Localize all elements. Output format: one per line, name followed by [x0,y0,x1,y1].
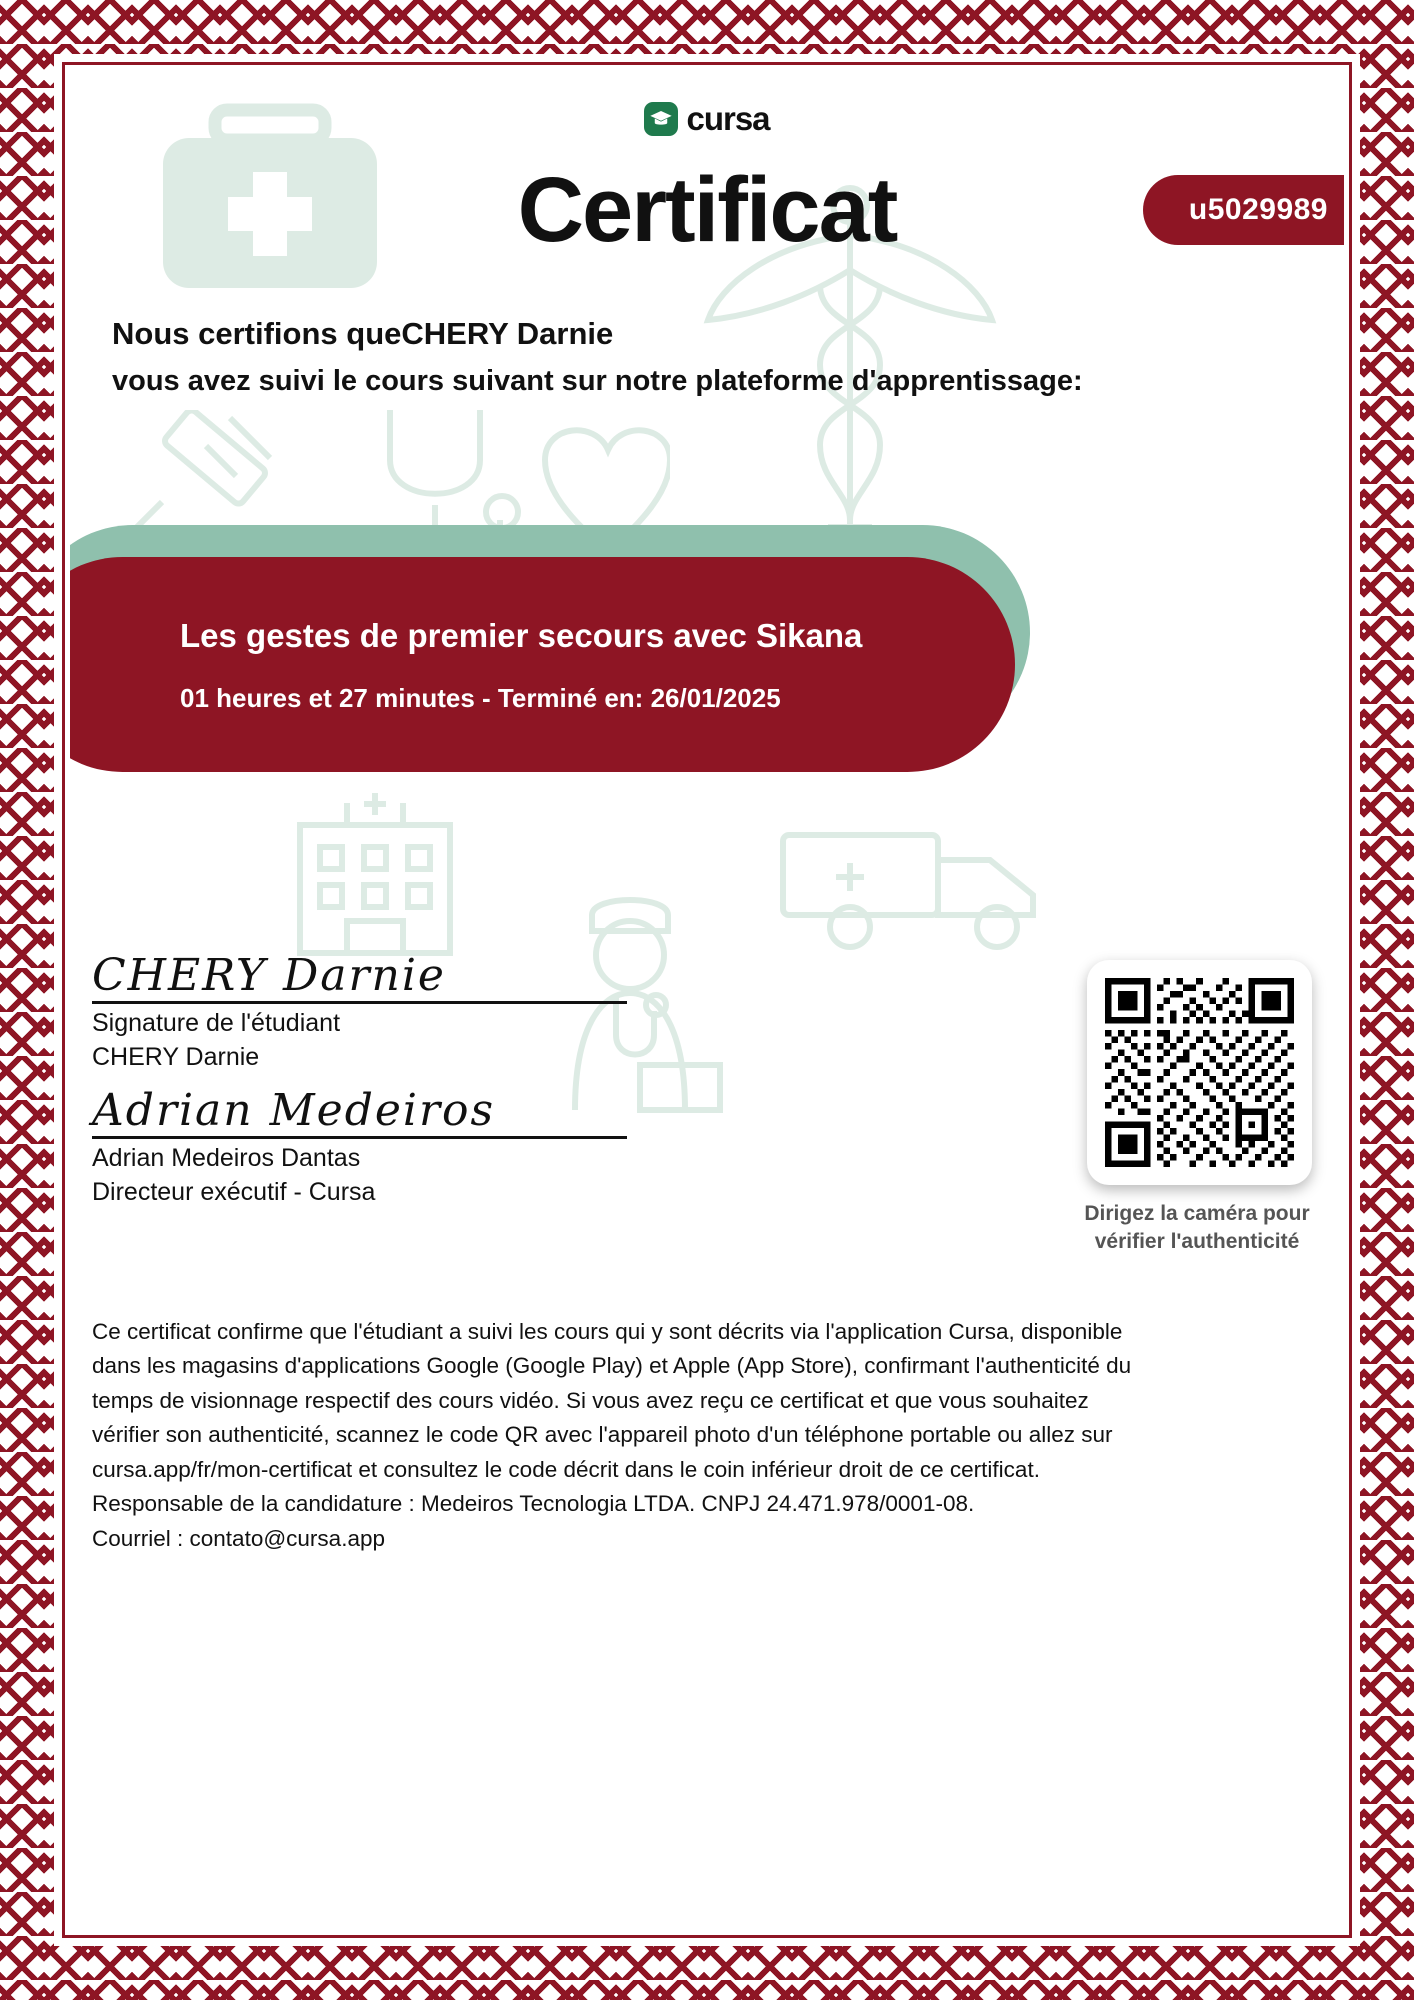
executive-signature-line [92,1136,627,1139]
executive-signature-script: Adrian Medeiros [92,1085,496,1136]
student-signature-name: CHERY Darnie [92,1043,260,1071]
footer-disclaimer [92,1315,1334,1556]
qr-caption [1062,1200,1332,1257]
footer-line-2: dans les magasins d'applications Google (Google Play) et Apple (App Store), confirmant l'authenticité du [92,1353,1132,1379]
course-name: Les gestes de premier secours avec Sikana [180,617,863,654]
footer-line-1: Ce certificat confirme que l'étudiant a suivi les cours qui y sont décrits via l'application Cursa, disponible [92,1319,1123,1344]
banner-main-shape [70,557,1015,772]
course-duration-date: 01 heures et 27 minutes - Terminé en: 26/01/2025 [180,683,781,713]
footer-line-3: temps de visionnage respectif des cours vidéo. Si vous avez reçu ce certificat et que vous souhaitez [92,1387,1089,1413]
certify-line-1 [112,316,613,352]
qr-caption-line-1: Dirigez la caméra pour [1084,1202,1310,1225]
footer-line-6: Responsable de la candidature : Medeiros Tecnologia LTDA. CNPJ 24.471.978/0001-08. [92,1491,975,1517]
certificate-code-badge: u5029989 [1143,175,1344,245]
footer-line-7: Courriel : contato@cursa.app [92,1525,385,1551]
course-banner [70,525,1045,775]
footer-line-5: cursa.app/fr/mon-certificat et consultez le code décrit dans le coin inférieur droit de ce certificat. [92,1456,1040,1482]
qr-caption-line-2: vérifier l'authenticité [1094,1230,1300,1254]
student-signature-script: CHERY Darnie [92,950,446,1001]
student-name-inline: CHERY Darnie [401,316,614,351]
student-signature-label: Signature de l'étudiant [92,1009,341,1037]
ambulance-watermark-icon [775,815,1065,960]
student-signature-line [92,1001,627,1004]
qr-code-card[interactable] [1087,960,1312,1185]
executive-signature-name: Adrian Medeiros Dantas [92,1144,361,1172]
certificate-canvas [70,70,1344,1930]
footer-line-4: vérifier son authenticité, scannez le code QR avec l'appareil photo d'un téléphone portable ou allez sur [92,1422,1113,1448]
executive-signature-role: Directeur exécutif - Cursa [92,1178,376,1206]
executive-signature-block [92,1085,627,1207]
page-title: Certificat [517,159,897,261]
certify-prefix: Nous certifions que [112,316,402,351]
hospital-building-watermark-icon [285,785,465,965]
student-signature-block [92,950,627,1072]
brand-logo [70,100,1344,138]
certify-line-2: vous avez suivi le cours suivant sur notre plateforme d'apprentissage: [112,365,1083,397]
graduation-cap-icon [644,102,678,136]
qr-code-icon [1105,978,1294,1167]
brand-name: cursa [686,100,770,137]
